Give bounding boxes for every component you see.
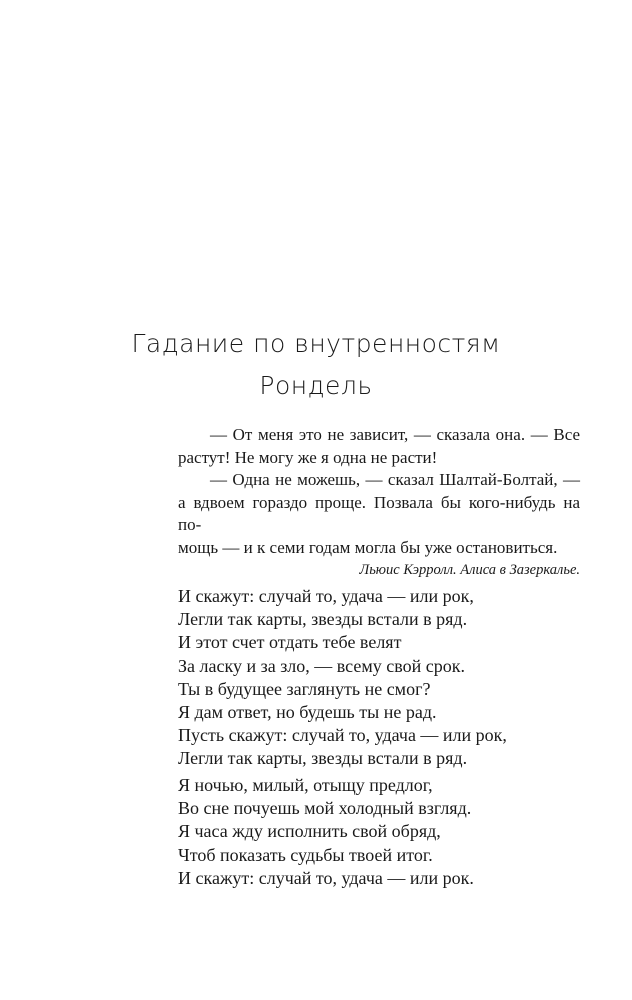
poem-line: Ты в будущее заглянуть не смог?: [178, 678, 431, 699]
poem-line: И скажут: случай то, удача — или рок,: [178, 586, 474, 606]
poem-line: Легли так карты, звезды встали в ряд.: [178, 748, 468, 769]
poem-line: И скажут: случай то, удача — или рок.: [178, 867, 474, 888]
poem-line: И этот счет отдать тебе велят: [178, 632, 402, 653]
poem-stanza-1: [178, 585, 598, 771]
poem-line: Я ночью, милый, отыщу предлог,: [178, 775, 433, 795]
poem-line: За ласку и за зло, — всему свой срок.: [178, 655, 465, 676]
page-subtitle: Рондель: [259, 371, 373, 400]
epigraph-paragraph: — Одна не можешь, — сказал Шалтай-Болтай, — а вдвоем гораздо проще. Позвала бы кого-нибудь на по-: [178, 470, 580, 534]
poem-line: Легли так карты, звезды встали в ряд.: [178, 609, 468, 630]
page-title: Гадание по внутренностям: [131, 329, 501, 358]
poem-line: Во сне почуешь мой холодный взгляд.: [178, 798, 472, 819]
epigraph-paragraph-end: мощь — и к семи годам могла бы уже остановиться.: [178, 537, 558, 557]
epigraph: [178, 424, 580, 581]
poem-line: Пусть скажут: случай то, удача — или рок,: [178, 725, 507, 746]
poem-line: Чтоб показать судьбы твоей итог.: [178, 844, 433, 865]
epigraph-paragraph: — От меня это не зависит, — сказала она. — Все растут! Не могу же я одна не расти!: [178, 425, 580, 467]
poem-stanza-2: [178, 774, 598, 890]
poem-line: Я часа жду исполнить свой обряд,: [178, 821, 441, 842]
epigraph-attribution: Льюис Кэрролл. Алиса в Зазеркалье.: [359, 562, 580, 578]
poem-line: Я дам ответ, но будешь ты не рад.: [178, 702, 437, 723]
